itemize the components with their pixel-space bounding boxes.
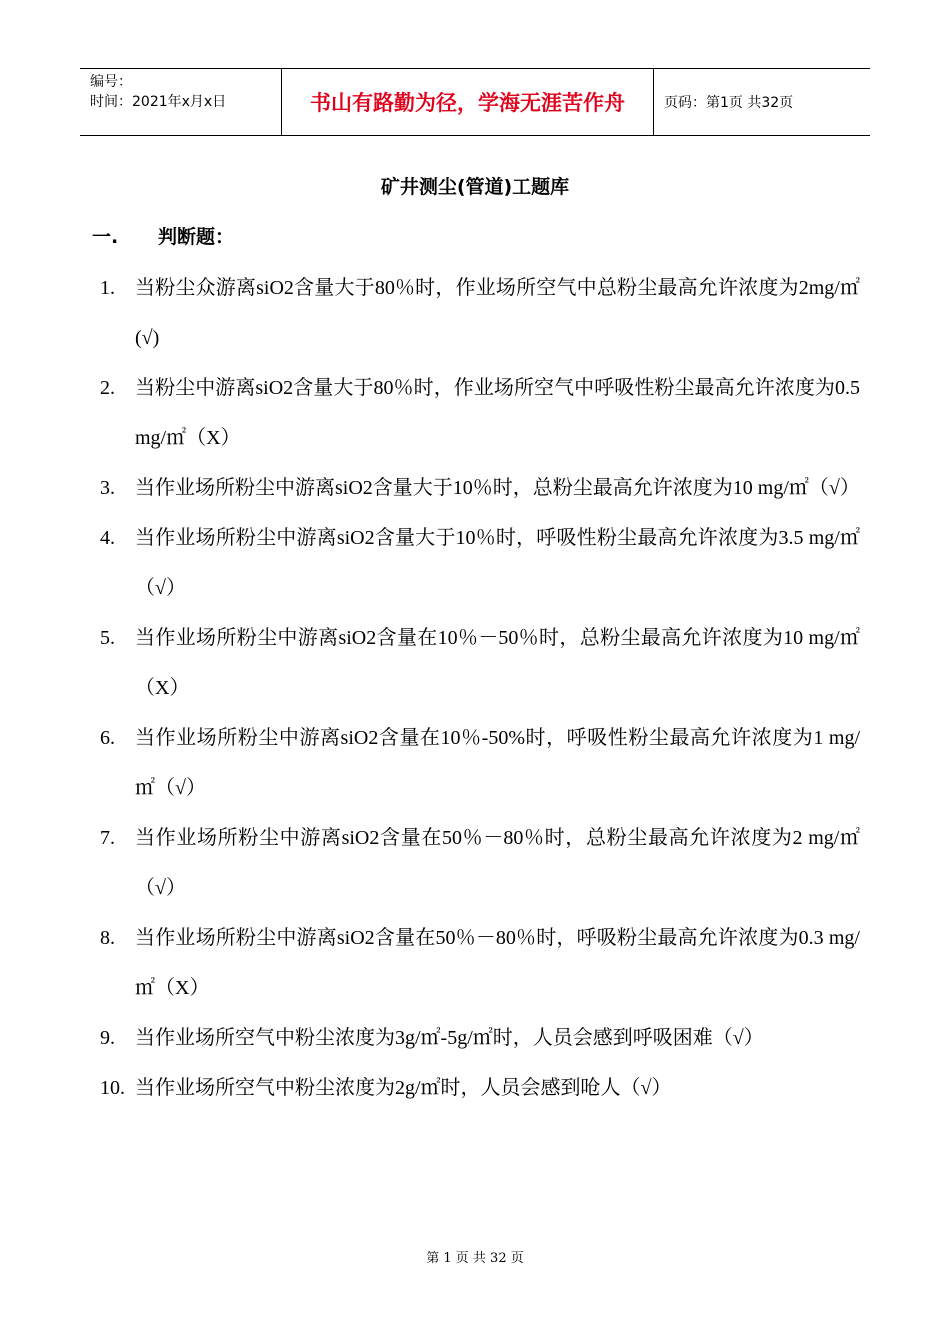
list-item (100, 913, 860, 1013)
list-item (100, 713, 860, 813)
item-number: 1. (100, 277, 115, 299)
list-item (100, 363, 860, 463)
list-item (100, 813, 860, 913)
item-number: 4. (100, 527, 115, 549)
section-title: 判断题： (158, 226, 235, 248)
header-motto: 书山有路勤为径，学海无涯苦作舟 (310, 91, 625, 115)
list-item (100, 463, 860, 513)
list-item (100, 1013, 860, 1063)
item-text: 当作业场所粉尘中游离siO2含量大于10％时，总粉尘最高允许浓度为10 mg/㎡（√） (135, 477, 860, 499)
item-number: 2. (100, 377, 115, 399)
page-footer: 第 1 页 共 32 页 (426, 1251, 524, 1266)
item-number: 3. (100, 477, 115, 499)
list-item (100, 513, 860, 613)
header-motto-cell (281, 69, 654, 135)
list-item (100, 263, 860, 363)
list-item (100, 1063, 860, 1113)
document-title: 矿井测尘(管道)工题库 (380, 176, 570, 198)
item-number: 10. (100, 1077, 125, 1099)
item-text: 当作业场所空气中粉尘浓度为2g/㎡时，人员会感到呛人（√） (135, 1077, 672, 1099)
section-number: 一. (92, 226, 119, 248)
item-text: 当作业场所粉尘中游离siO2含量在10％－50％时，总粉尘最高允许浓度为10 mg/㎡（X） (135, 627, 860, 699)
item-text: 当作业场所粉尘中游离siO2含量在10％-50%时，呼吸性粉尘最高允许浓度为1 mg/㎡（√） (135, 727, 860, 799)
header-page-info: 页码：第1页 共32页 (664, 95, 794, 111)
item-text: 当粉尘中游离siO2含量大于80％时，作业场所空气中呼吸性粉尘最高允许浓度为0.5 mg/㎡（X） (135, 377, 860, 449)
list-item (100, 613, 860, 713)
serial-label: 编号： (90, 74, 132, 90)
item-number: 9. (100, 1027, 115, 1049)
item-text: 当作业场所粉尘中游离siO2含量在50％－80％时，总粉尘最高允许浓度为2 mg/㎡（√） (135, 827, 860, 899)
question-list (100, 263, 860, 1113)
item-number: 6. (100, 727, 115, 749)
item-text: 当作业场所空气中粉尘浓度为3g/㎡-5g/㎡时，人员会感到呼吸困难（√） (135, 1027, 764, 1049)
item-number: 8. (100, 927, 115, 949)
item-text: 当作业场所粉尘中游离siO2含量大于10％时，呼吸性粉尘最高允许浓度为3.5 mg/㎡（√） (135, 527, 860, 599)
item-number: 5. (100, 627, 115, 649)
header-meta (80, 69, 281, 135)
page-header (80, 68, 870, 136)
section-heading (92, 222, 234, 249)
time-label: 时间：2021年x月x日 (90, 94, 227, 110)
item-number: 7. (100, 827, 115, 849)
item-text: 当粉尘众游离siO2含量大于80％时，作业场所空气中总粉尘最高允许浓度为2mg/㎡(√) (135, 277, 860, 349)
item-text: 当作业场所粉尘中游离siO2含量在50％－80％时，呼吸粉尘最高允许浓度为0.3 mg/㎡（X） (135, 927, 860, 999)
